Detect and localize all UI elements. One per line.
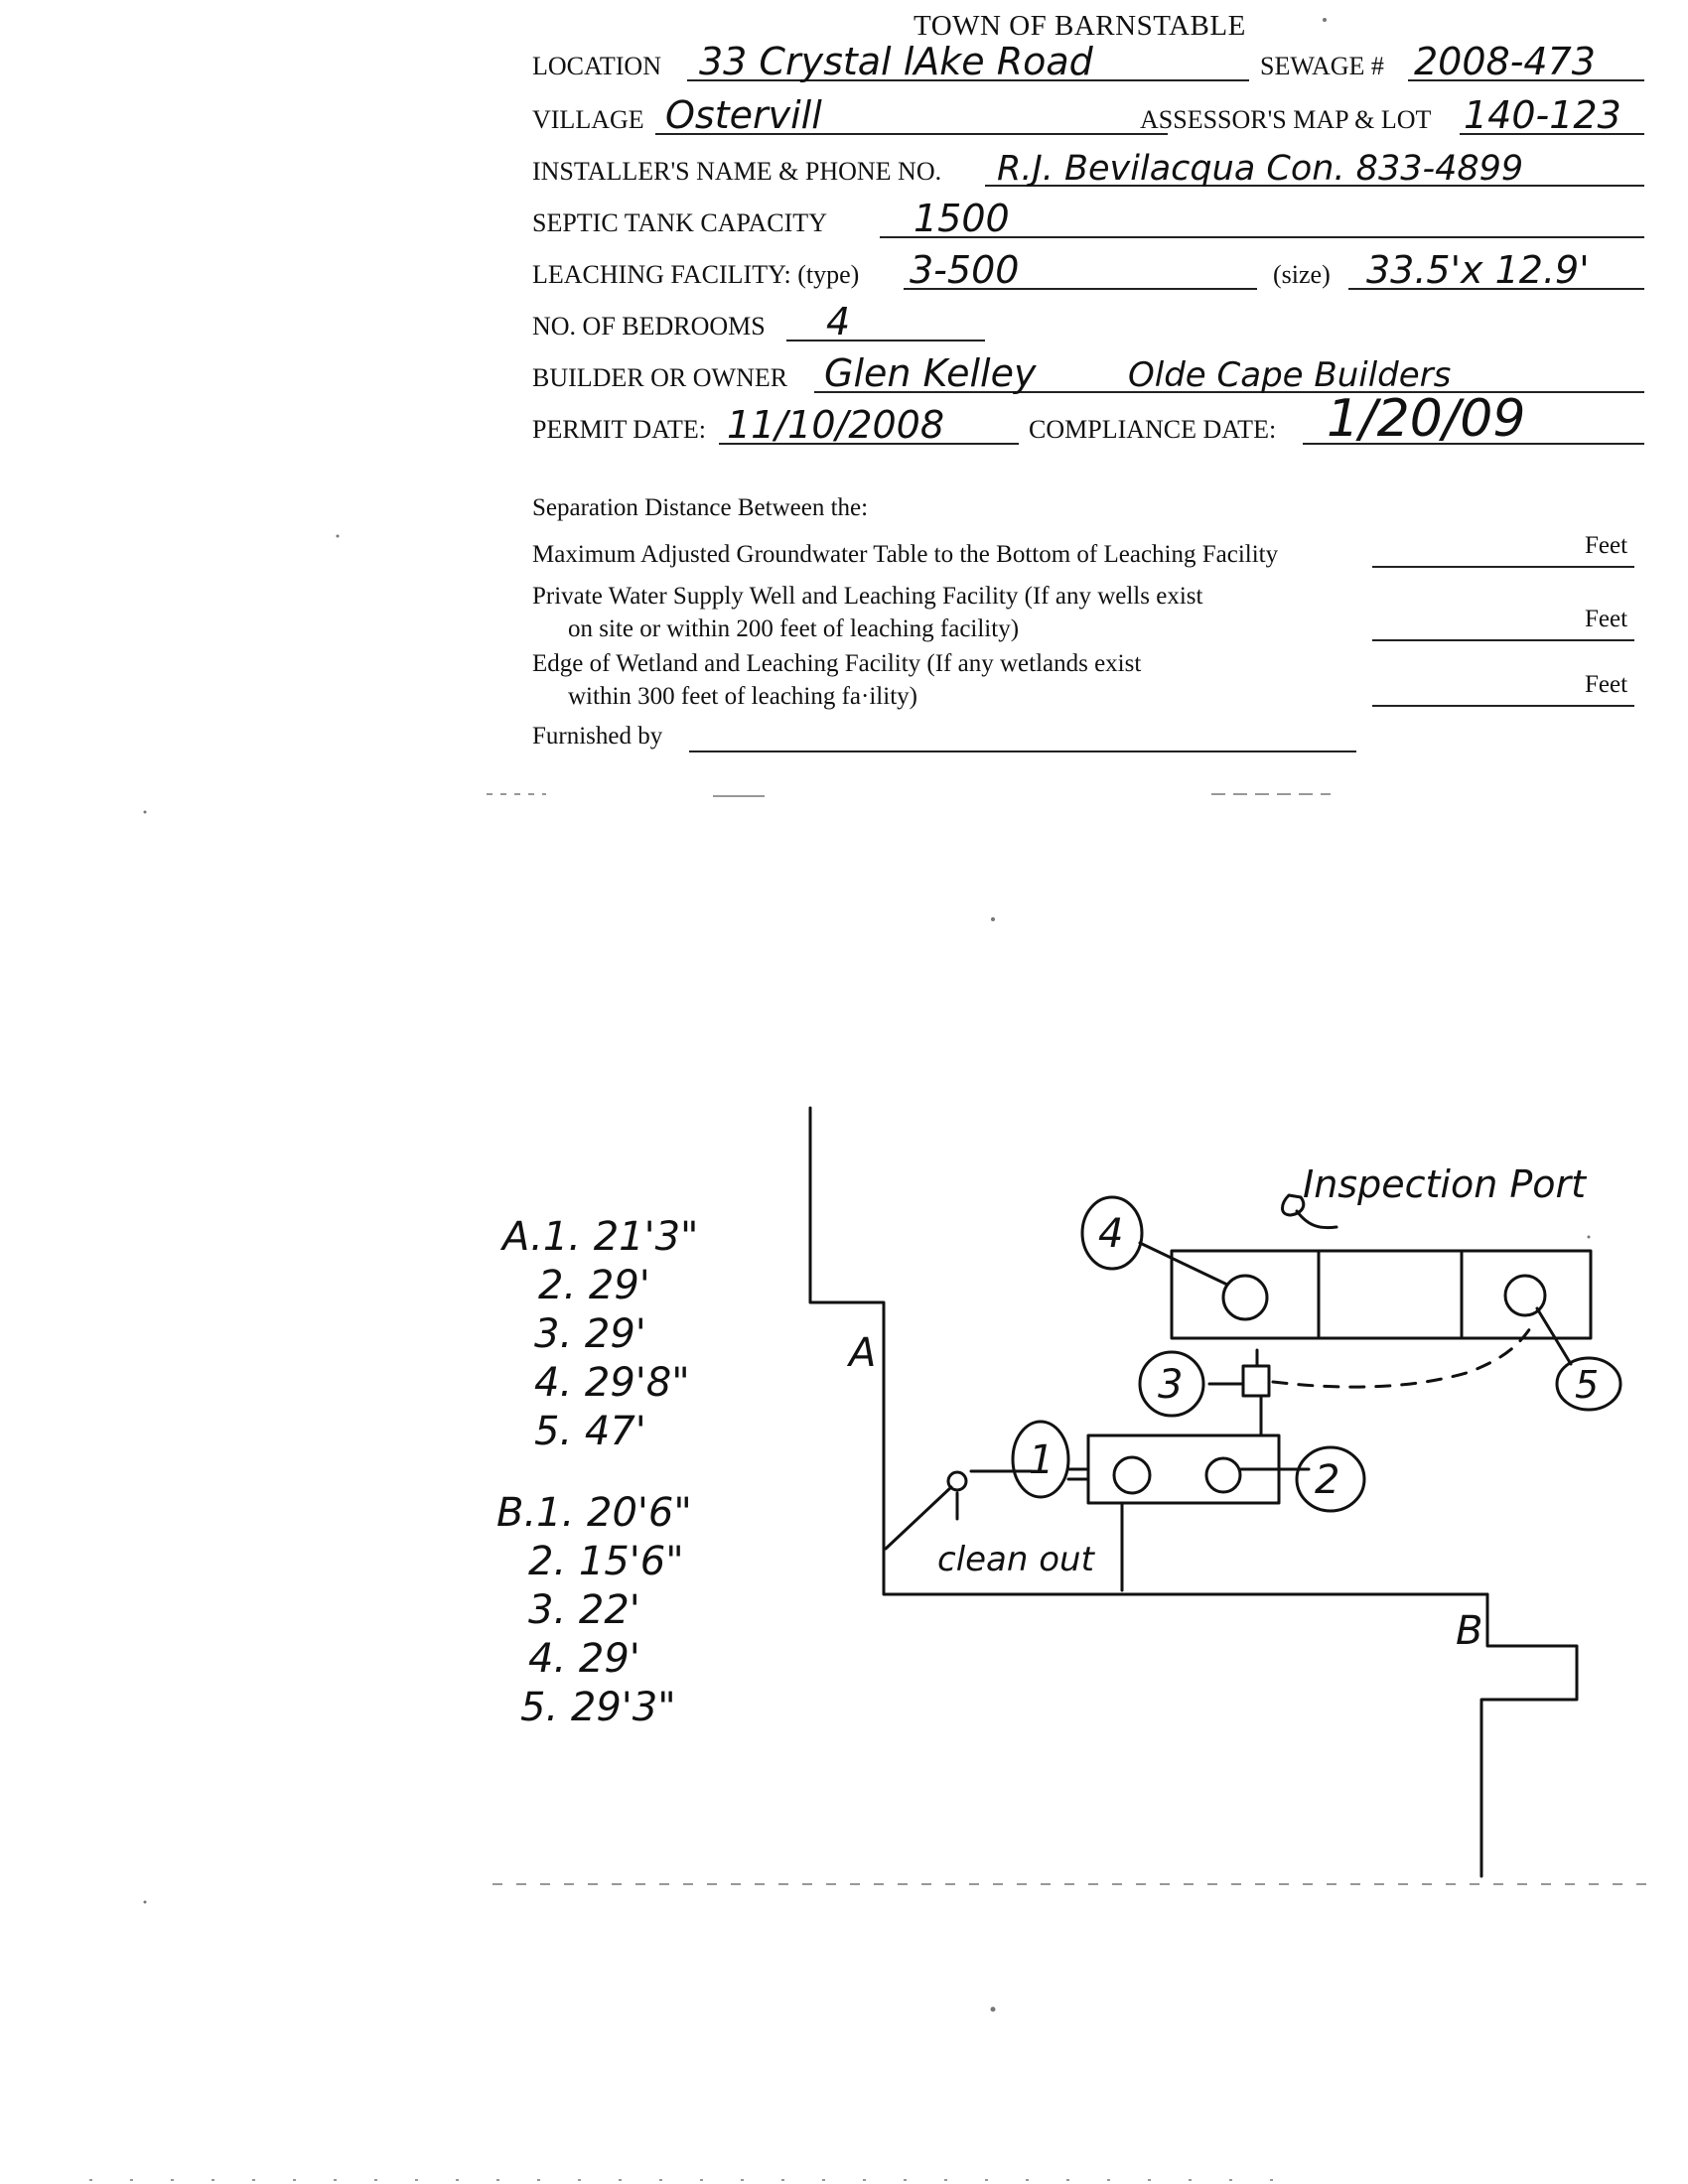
measurement-a-2: 2. 29' xyxy=(538,1263,650,1308)
separation-row-2-unit: Feet xyxy=(1585,606,1628,632)
leaching-size-label: (size) xyxy=(1273,260,1331,289)
measurement-a-3: 3. 29' xyxy=(534,1311,646,1357)
inspection-port-4 xyxy=(1223,1276,1267,1319)
bedrooms-label: NO. OF BEDROOMS xyxy=(532,312,766,341)
form-title: TOWN OF BARNSTABLE xyxy=(914,10,1246,42)
marker-2: 2 xyxy=(1315,1457,1340,1503)
furnished-by-label: Furnished by xyxy=(532,723,663,750)
measurement-b-1: B.1. 20'6" xyxy=(496,1490,692,1536)
permit-label: PERMIT DATE: xyxy=(532,415,707,444)
compliance-value: 1/20/09 xyxy=(1327,389,1526,449)
marker-4: 4 xyxy=(1098,1211,1124,1257)
label-b: B xyxy=(1456,1608,1483,1654)
leaching-size-value: 33.5'x 12.9' xyxy=(1366,248,1590,292)
measurement-a-5: 5. 47' xyxy=(534,1409,646,1454)
separation-row-1-unit: Feet xyxy=(1585,532,1628,559)
installer-value: R.J. Bevilacqua Con. 833-4899 xyxy=(997,149,1524,189)
bedrooms-value: 4 xyxy=(826,300,851,343)
compliance-label: COMPLIANCE DATE: xyxy=(1029,415,1277,444)
measurement-a-4: 4. 29'8" xyxy=(534,1360,690,1406)
builder-label: BUILDER OR OWNER xyxy=(532,363,788,392)
distribution-box xyxy=(1243,1366,1269,1396)
foundation-outline-b xyxy=(1481,1594,1577,1876)
installer-label: INSTALLER'S NAME & PHONE NO. xyxy=(532,157,942,186)
tank-label: SEPTIC TANK CAPACITY xyxy=(532,208,827,237)
sewage-label: SEWAGE # xyxy=(1260,52,1384,80)
measurement-a-1: A.1. 21'3" xyxy=(502,1214,699,1260)
assessor-label: ASSESSOR'S MAP & LOT xyxy=(1140,105,1432,134)
scan-artifacts xyxy=(89,794,1658,2180)
separation-row-3-unit: Feet xyxy=(1585,671,1628,698)
village-label: VILLAGE xyxy=(532,105,644,134)
separation-row-2-text: Private Water Supply Well and Leaching Facility (If any wells exist xyxy=(532,583,1203,610)
separation-heading: Separation Distance Between the: xyxy=(532,494,869,521)
leaching-label: LEACHING FACILITY: (type) xyxy=(532,260,860,289)
assessor-value: 140-123 xyxy=(1464,93,1621,137)
marker-1: 1 xyxy=(1029,1437,1055,1483)
measurement-b-2: 2. 15'6" xyxy=(528,1539,684,1584)
location-value: 33 Crystal lAke Road xyxy=(699,40,1093,83)
clean-out-label: clean out xyxy=(937,1540,1094,1579)
permit-value: 11/10/2008 xyxy=(727,403,945,447)
sewage-value: 2008-473 xyxy=(1414,40,1596,83)
separation-row-3-text: Edge of Wetland and Leaching Facility (If any wetlands exist xyxy=(532,650,1142,677)
measurement-b-3: 3. 22' xyxy=(528,1587,640,1633)
builder-company: Olde Cape Builders xyxy=(1128,355,1452,395)
leaching-type-value: 3-500 xyxy=(910,248,1020,292)
location-label: LOCATION xyxy=(532,52,661,80)
separation-row-2-text-2: on site or within 200 feet of leaching facility) xyxy=(568,615,1020,642)
village-value: Ostervill xyxy=(665,93,822,137)
label-a: A xyxy=(849,1330,877,1376)
marker-3: 3 xyxy=(1158,1362,1184,1408)
leaching-facility xyxy=(1172,1251,1591,1338)
separation-row-1-text: Maximum Adjusted Groundwater Table to the Bottom of Leaching Facility xyxy=(532,541,1279,568)
inspection-port-label: Inspection Port xyxy=(1303,1162,1587,1206)
separation-row-3-text-2: within 300 feet of leaching fa·ility) xyxy=(568,683,917,710)
measurement-b-5: 5. 29'3" xyxy=(520,1685,676,1730)
measurement-b-4: 4. 29' xyxy=(528,1636,640,1682)
scan-specks xyxy=(144,18,1591,2012)
builder-value: Glen Kelley xyxy=(824,351,1037,395)
tank-value: 1500 xyxy=(914,197,1010,240)
marker-5: 5 xyxy=(1575,1363,1600,1407)
